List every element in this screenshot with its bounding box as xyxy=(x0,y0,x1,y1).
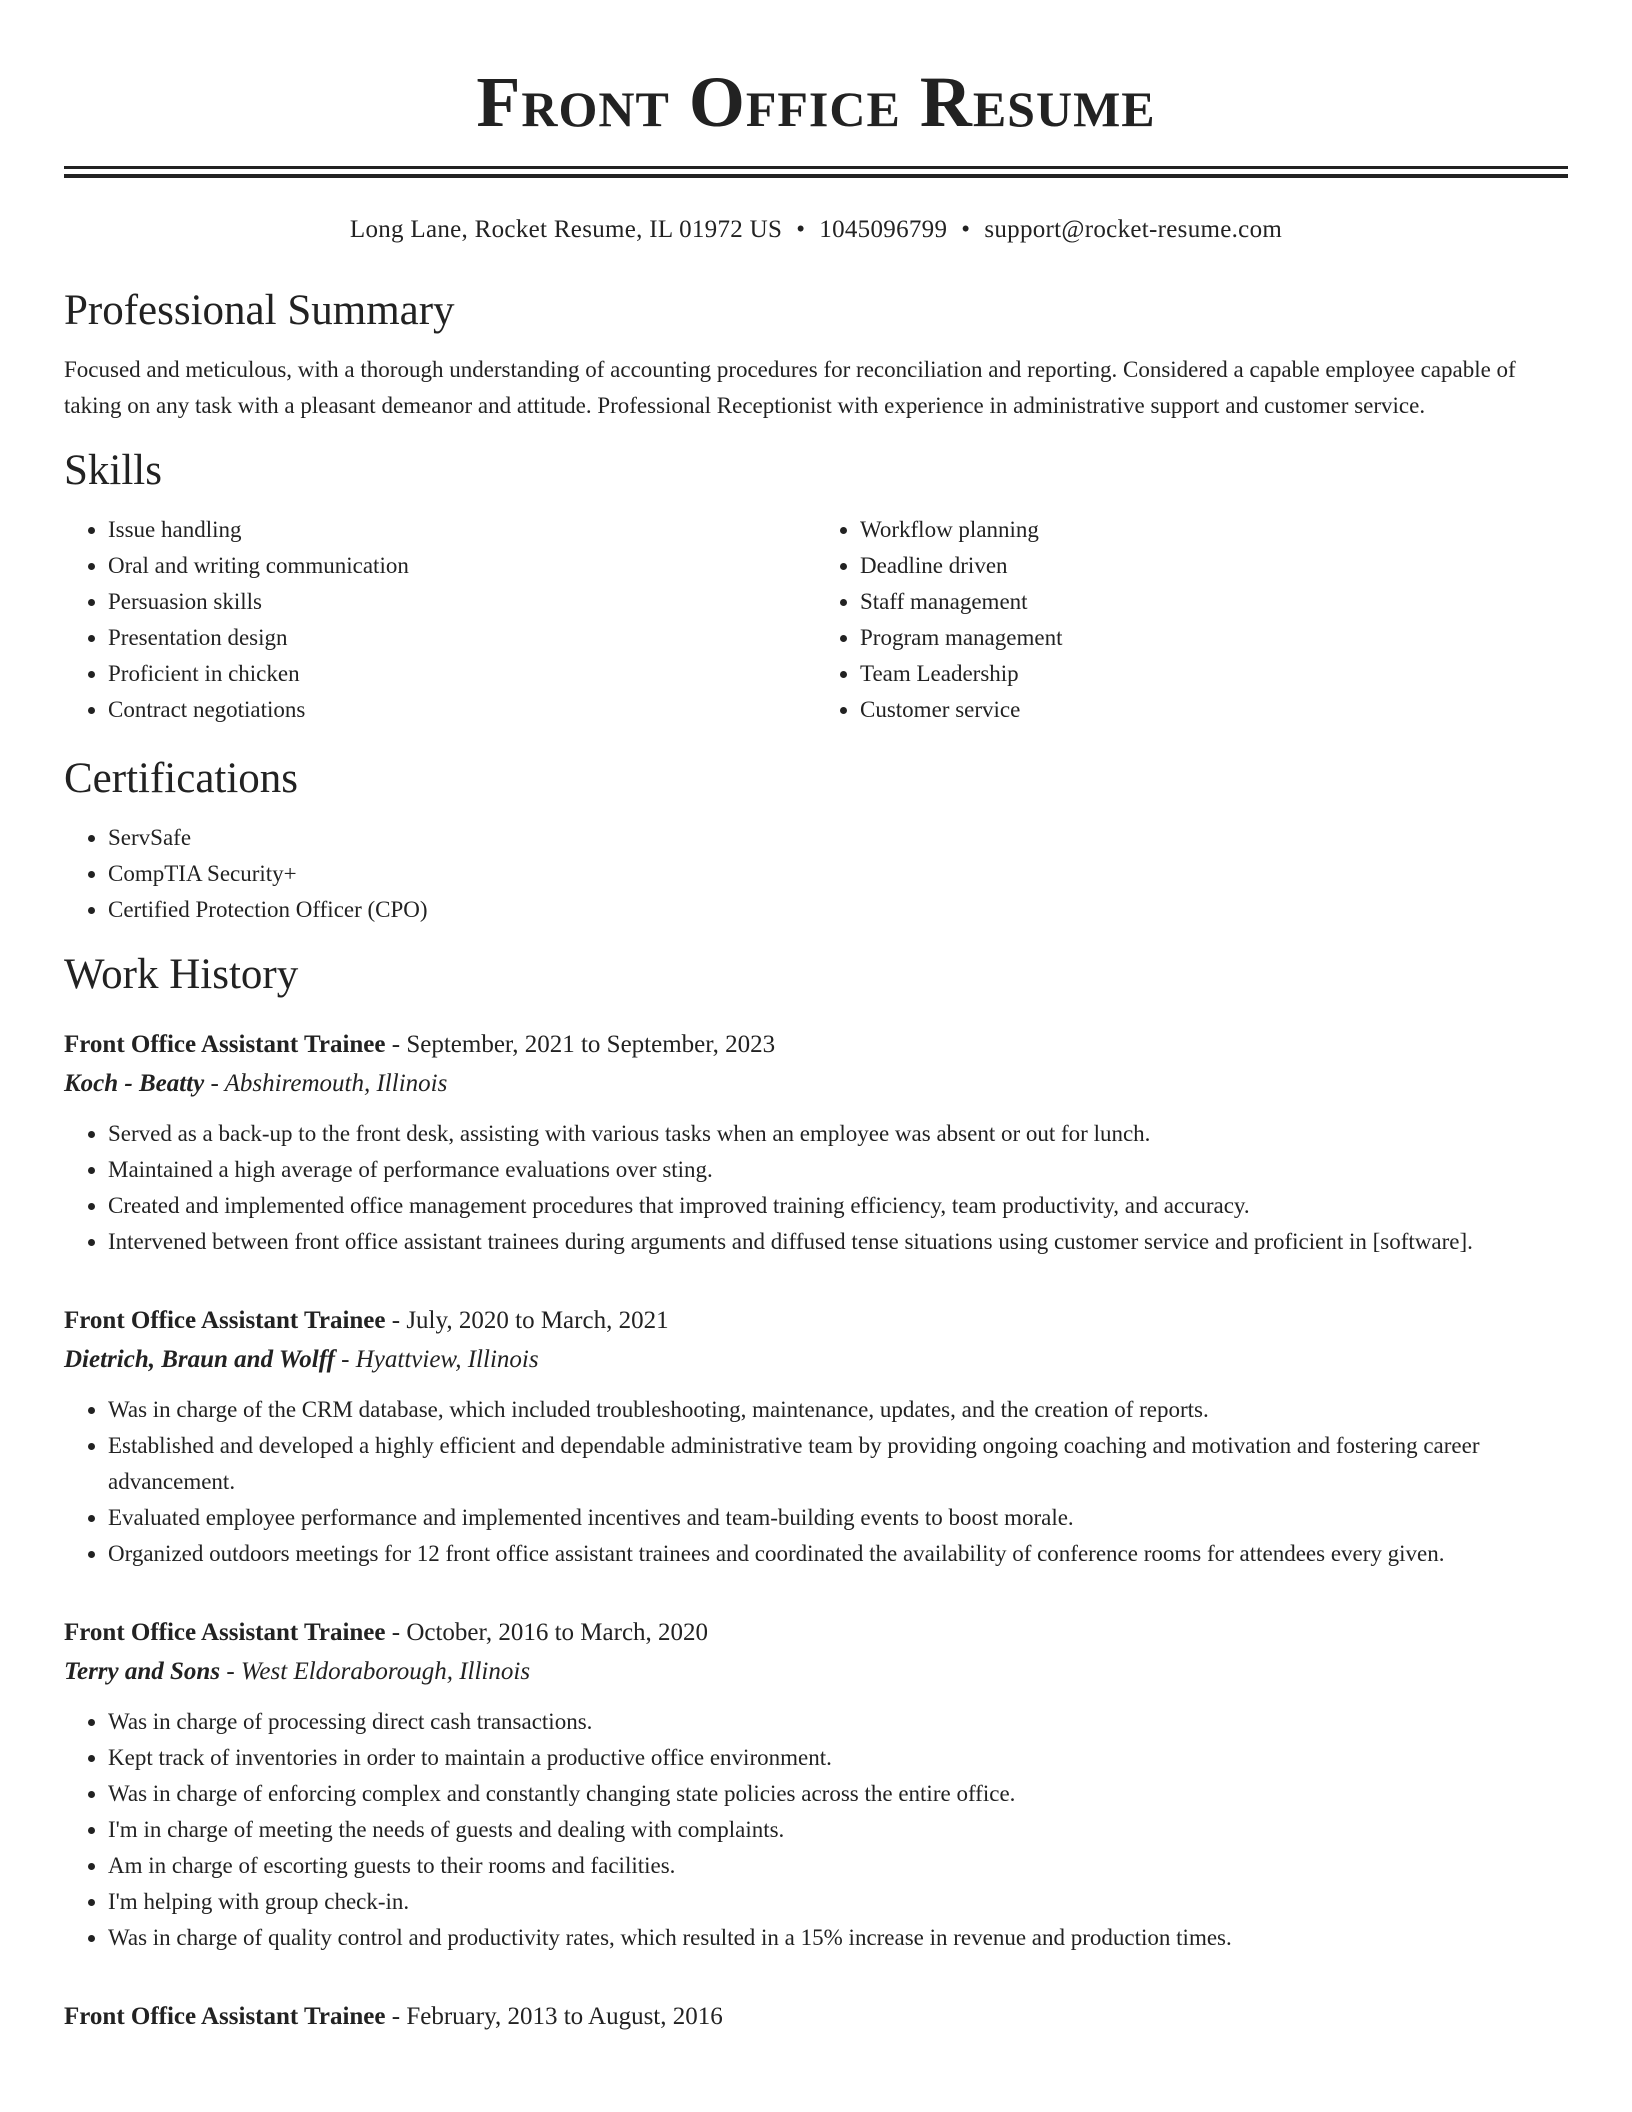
job-title-line: Front Office Assistant Trainee - February, 2013 to August, 2016 xyxy=(64,2003,723,2030)
certifications-list xyxy=(64,820,1568,928)
job-title: Front Office Assistant Trainee xyxy=(64,2003,386,2030)
job-bullet: • I'm in charge of meeting the needs of guests and dealing with complaints. xyxy=(108,1812,1568,1848)
certification-item: • ServSafe xyxy=(108,820,1568,856)
certification-item: • CompTIA Security+ xyxy=(108,856,1568,892)
employer-location: Abshiremouth, Illinois xyxy=(224,1070,448,1097)
certification-item: • Certified Protection Officer (CPO) xyxy=(108,892,1568,928)
job-title-line: Front Office Assistant Trainee - July, 2020 to March, 2021 xyxy=(64,1307,669,1334)
contact-email: support@rocket-resume.com xyxy=(984,216,1283,243)
skill-item: • Contract negotiations xyxy=(108,692,816,728)
skill-item: • Issue handling xyxy=(108,512,816,548)
job-bullet: • I'm helping with group check-in. xyxy=(108,1884,1568,1920)
job-dates: October, 2016 to March, 2020 xyxy=(406,1619,709,1646)
skill-item: • Staff management xyxy=(860,584,1568,620)
employer-name: Koch - Beatty xyxy=(64,1070,205,1097)
employer-line: Koch - Beatty - Abshiremouth, Illinois xyxy=(64,1070,448,1097)
contact-separator: • xyxy=(961,216,971,243)
summary-heading: Professional Summary xyxy=(64,287,455,334)
job-bullet: • Created and implemented office management procedures that improved training efficiency, team productivity, and accuracy. xyxy=(108,1188,1568,1224)
job-entry xyxy=(64,1302,1568,1572)
job-title: Front Office Assistant Trainee xyxy=(64,1031,386,1058)
job-bullets xyxy=(64,1392,1568,1572)
job-title: Front Office Assistant Trainee xyxy=(64,1619,386,1646)
skill-item: • Customer service xyxy=(860,692,1568,728)
job-entry xyxy=(64,1998,1568,2036)
job-entry xyxy=(64,1026,1568,1260)
employer-line: Terry and Sons - West Eldoraborough, Illinois xyxy=(64,1658,531,1685)
job-bullet: • Was in charge of enforcing complex and constantly changing state policies across the entire office. xyxy=(108,1776,1568,1812)
job-entry xyxy=(64,1614,1568,1956)
job-title-line: Front Office Assistant Trainee - October, 2016 to March, 2020 xyxy=(64,1619,709,1646)
employer-name: Dietrich, Braun and Wolff xyxy=(64,1346,335,1373)
work-history-heading: Work History xyxy=(64,951,299,998)
job-bullets xyxy=(64,1704,1568,1956)
resume-page xyxy=(64,0,1568,2036)
contact-line xyxy=(64,214,1568,246)
header-rule-bottom xyxy=(64,174,1568,178)
contact-separator: • xyxy=(796,216,806,243)
job-bullet: • Kept track of inventories in order to maintain a productive office environment. xyxy=(108,1740,1568,1776)
job-bullet: • Served as a back-up to the front desk, assisting with various tasks when an employee was absent or out for lunch. xyxy=(108,1116,1568,1152)
employer-line: Dietrich, Braun and Wolff - Hyattview, Illinois xyxy=(64,1346,539,1373)
skill-item: • Persuasion skills xyxy=(108,584,816,620)
skills-heading: Skills xyxy=(64,447,162,494)
job-bullet: • Was in charge of processing direct cash transactions. xyxy=(108,1704,1568,1740)
skill-item: • Presentation design xyxy=(108,620,816,656)
skill-item: • Oral and writing communication xyxy=(108,548,816,584)
employer-location: West Eldoraborough, Illinois xyxy=(240,1658,531,1685)
job-bullet: • Organized outdoors meetings for 12 front office assistant trainees and coordinated the availability of conference rooms for attendees every given. xyxy=(108,1536,1568,1572)
certifications-heading: Certifications xyxy=(64,755,299,802)
resume-title: Front Office Resume xyxy=(476,62,1156,142)
skill-item: • Deadline driven xyxy=(860,548,1568,584)
job-title-line: Front Office Assistant Trainee - September, 2021 to September, 2023 xyxy=(64,1031,776,1058)
contact-phone: 1045096799 xyxy=(819,216,948,243)
job-bullet: • Intervened between front office assistant trainees during arguments and diffused tense situations using customer service and proficient in [software]. xyxy=(108,1224,1568,1260)
employer-location: Hyattview, Illinois xyxy=(355,1346,539,1373)
job-bullet: • Maintained a high average of performance evaluations over sting. xyxy=(108,1152,1568,1188)
job-bullet: • Evaluated employee performance and implemented incentives and team-building events to boost morale. xyxy=(108,1500,1568,1536)
contact-address: Long Lane, Rocket Resume, IL 01972 US xyxy=(349,216,783,243)
job-title: Front Office Assistant Trainee xyxy=(64,1307,386,1334)
employer-name: Terry and Sons xyxy=(64,1658,221,1685)
skill-item: • Proficient in chicken xyxy=(108,656,816,692)
job-dates: September, 2021 to September, 2023 xyxy=(406,1031,776,1058)
skill-item: • Workflow planning xyxy=(860,512,1568,548)
job-bullet: • Was in charge of the CRM database, which included troubleshooting, maintenance, updates, and the creation of reports. xyxy=(108,1392,1568,1428)
job-bullets xyxy=(64,1116,1568,1260)
summary-text: Focused and meticulous, with a thorough understanding of accounting procedures for reconciliation and reporting. Considered a capable employee capable of taking on any task with a pleasant demeanor and attitude. Professional Receptionist with experience in administrative support and customer service. xyxy=(64,357,1516,418)
job-bullet: • Was in charge of quality control and productivity rates, which resulted in a 15% increase in revenue and production times. xyxy=(108,1920,1568,1956)
job-dates: July, 2020 to March, 2021 xyxy=(406,1307,669,1334)
header-rule-top xyxy=(64,166,1568,169)
skills-list-left xyxy=(64,512,816,728)
skills-columns xyxy=(64,512,1568,728)
job-bullet: • Established and developed a highly efficient and dependable administrative team by providing ongoing coaching and motivation and fostering career advancement. xyxy=(108,1428,1568,1500)
job-dates: February, 2013 to August, 2016 xyxy=(406,2003,723,2030)
job-bullet: • Am in charge of escorting guests to their rooms and facilities. xyxy=(108,1848,1568,1884)
skill-item: • Program management xyxy=(860,620,1568,656)
skill-item: • Team Leadership xyxy=(860,656,1568,692)
skills-list-right xyxy=(816,512,1568,728)
